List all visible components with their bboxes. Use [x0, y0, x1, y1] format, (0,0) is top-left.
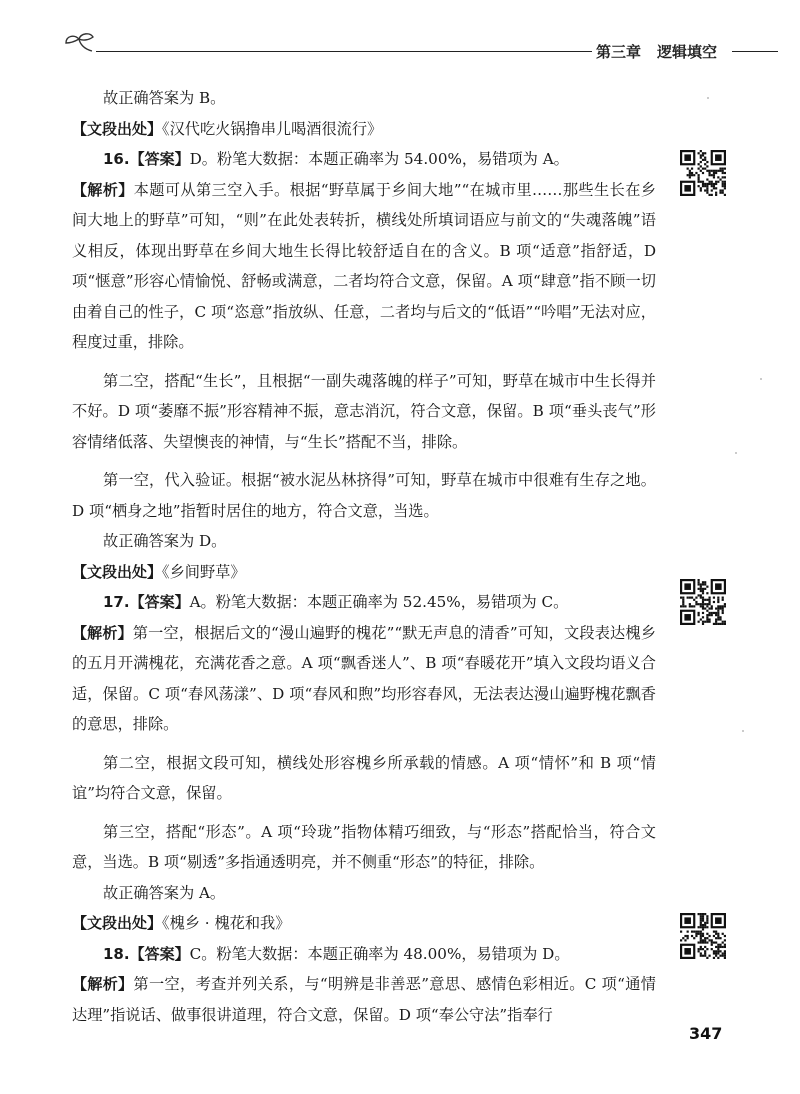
answer-line-16: 16.【答案】D。粉笔大数据：本题正确率为 54.00%，易错项为 A。	[103, 150, 569, 168]
scan-speck	[707, 97, 709, 99]
conclusion-line: 故正确答案为 B。	[103, 89, 226, 107]
scan-speck	[735, 452, 737, 454]
analysis-17-blank-2: 第二空，根据文段可知，横线处形容槐乡所承载的情感。A 项“情怀”和 B 项“情谊”均符合文意，保留。	[72, 753, 656, 802]
qr-code-question-16[interactable]	[680, 150, 726, 196]
analysis-16-blank-1: 第一空，代入验证。根据“被水泥丛林挤得”可知，野草在城市中很难有生存之地。D 项“栖身之地”指暂时居住的地方，符合文意，当选。	[72, 471, 656, 520]
source-line: 【文段出处】《槐乡 · 槐花和我》	[72, 914, 291, 932]
analysis-17-blank-3: 第三空，搭配“形态”。A 项“玲珑”指物体精巧细致，与“形态”搭配恰当，符合文意，当选。B 项“剔透”多指通透明亮，并不侧重“形态”的特征，排除。	[72, 822, 656, 871]
header-rule-left	[96, 51, 592, 52]
analysis-tag: 【解析】	[72, 623, 133, 642]
source-tag: 【文段出处】	[72, 119, 163, 138]
analysis-16-blank-2: 第二空，搭配“生长”，且根据“一副失魂落魄的样子”可知，野草在城市中生长得并不好。D 项“萎靡不振”形容精神不振，意志消沉，符合文意，保留。B 项“垂头丧气”形容情绪低落、失望懊丧的神情，与“生长”搭配不当，排除。	[72, 371, 656, 451]
chapter-number: 第三章	[596, 43, 642, 61]
answer-tag: 18.【答案】	[103, 944, 190, 963]
header-rule-right	[732, 51, 778, 52]
analysis-16: 【解析】本题可从第三空入手。根据“野草属于乡间大地”“在城市里……那些生长在乡间大地上的野草”可知，“则”在此处表转折，横线处所填词语应与前文的“失魂落魄”语义相反，体现出野草在乡间大地生长得比较舒适自在的含义。B 项“适意”指舒适，D 项“惬意”形容心情愉悦、舒畅或满意，二者均符合文意，保留。A 项“肆意”指不顾一切由着自己的性子，C 项“恣意”指放纵、任意，二者均与后文的“低语”“吟唱”无法对应，程度过重，排除。	[72, 180, 656, 351]
analysis-17: 【解析】第一空，根据后文的“漫山遍野的槐花”“默无声息的清香”可知，文段表达槐乡的五月开满槐花，充满花香之意。A 项“飘香迷人”、B 项“春暖花开”填入文段均语义合适，保留。C 项“春风荡漾”、D 项“春风和煦”均形容春风，无法表达漫山遍野槐花飘香的意思，排除。	[72, 623, 656, 733]
analysis-tag: 【解析】	[72, 180, 134, 199]
answer-line-17: 17.【答案】A。粉笔大数据：本题正确率为 52.45%，易错项为 C。	[103, 593, 569, 611]
scan-speck	[760, 378, 762, 380]
answer-tag: 17.【答案】	[103, 593, 190, 611]
chapter-title	[596, 41, 736, 61]
source-tag: 【文段出处】	[72, 914, 163, 932]
page-header	[0, 0, 800, 70]
conclusion-line: 故正确答案为 D。	[103, 532, 227, 550]
source-line: 【文段出处】《汉代吃火锅撸串儿喝酒很流行》	[72, 119, 383, 138]
qr-code-question-17[interactable]	[680, 579, 726, 625]
qr-code-question-18[interactable]	[680, 913, 726, 959]
analysis-18: 【解析】第一空，考查并列关系，与“明辨是非善恶”意思、感情色彩相近。C 项“通情达理”指说话、做事很讲道理，符合文意，保留。D 项“奉公守法”指奉行	[72, 975, 656, 1024]
section-title: 逻辑填空	[657, 43, 718, 61]
answer-tag: 16.【答案】	[103, 150, 190, 168]
answer-line-18: 18.【答案】C。粉笔大数据：本题正确率为 48.00%，易错项为 D。	[103, 944, 570, 963]
source-line: 【文段出处】《乡间野草》	[72, 562, 246, 581]
sprout-icon	[62, 30, 102, 52]
scan-speck	[742, 730, 744, 732]
analysis-tag: 【解析】	[72, 975, 134, 993]
conclusion-line: 故正确答案为 A。	[103, 883, 226, 902]
page-content	[72, 83, 656, 1030]
page-number: 347	[689, 1024, 723, 1043]
source-tag: 【文段出处】	[72, 562, 163, 581]
